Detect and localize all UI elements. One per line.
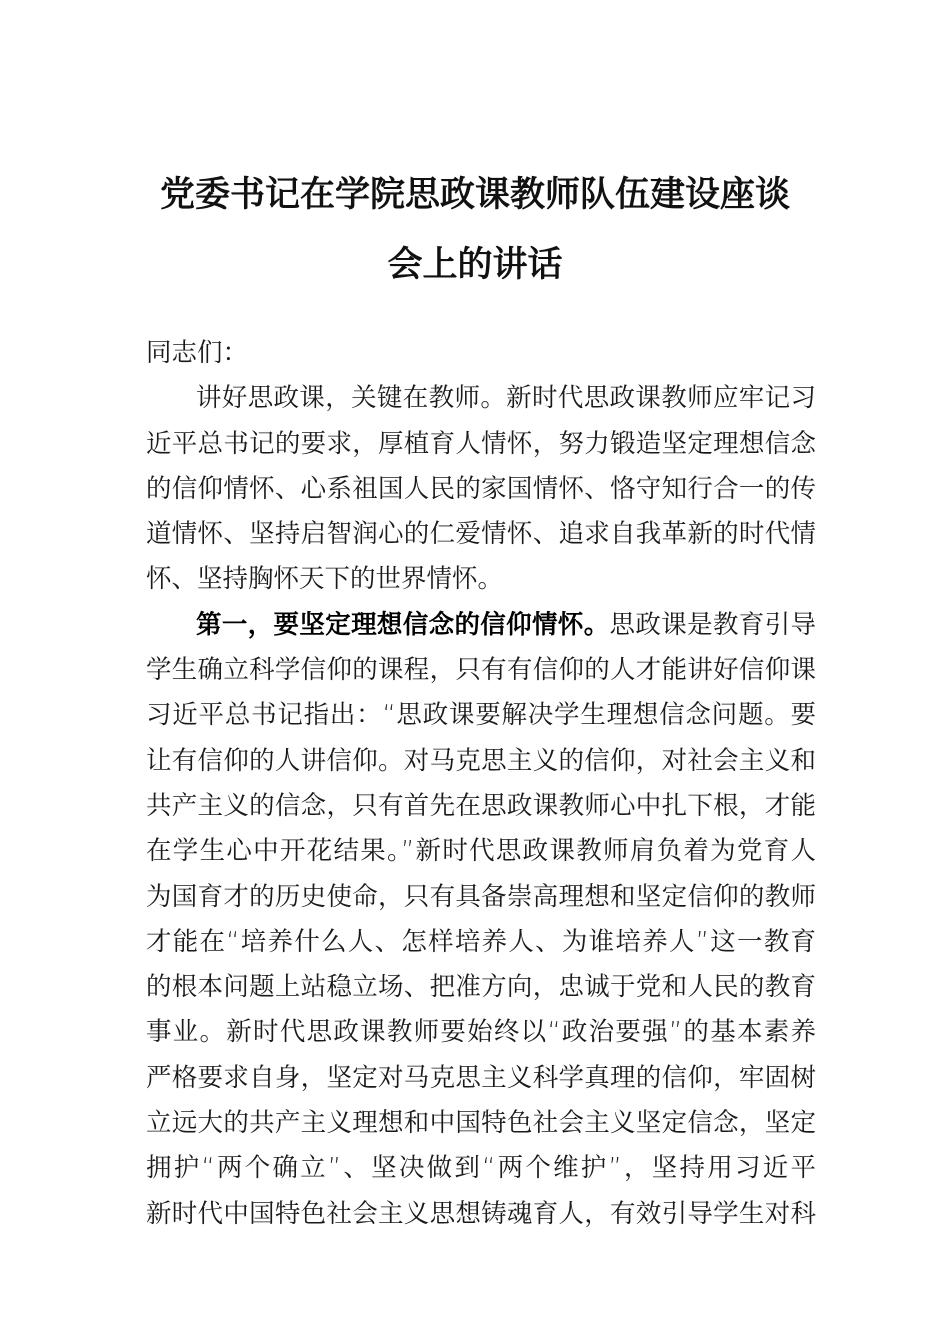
paragraph-line: 为国育才的历史使命，只有具备崇高理想和坚定信仰的教师 bbox=[146, 881, 816, 912]
paragraph-line: 让有信仰的人讲信仰。对马克思主义的信仰，对社会主义和 bbox=[146, 745, 816, 776]
paragraph-line: 立远大的共产主义理想和中国特色社会主义坚定信念，坚定 bbox=[146, 1108, 816, 1139]
paragraph-line: 事业。新时代思政课教师要始终以“政治要强”的基本素养 bbox=[146, 1017, 816, 1048]
paragraph-line: 道情怀、坚持启智润心的仁爱情怀、追求自我革新的时代情 bbox=[146, 519, 816, 550]
paragraph-line: 的信仰情怀、心系祖国人民的家国情怀、恪守知行合一的传 bbox=[146, 473, 816, 504]
title-line-2: 会上的讲话 bbox=[387, 244, 563, 285]
paragraph-line: 共产主义的信念，只有首先在思政课教师心中扎下根，才能 bbox=[146, 790, 816, 821]
paragraph-line: 在学生心中开花结果。”新时代思政课教师肩负着为党育人 bbox=[146, 836, 816, 867]
paragraph-line: 学生确立科学信仰的课程，只有有信仰的人才能讲好信仰课 bbox=[146, 655, 816, 686]
section-heading: 第一，要坚定理想信念的信仰情怀。 bbox=[196, 609, 610, 640]
document-title bbox=[140, 160, 810, 300]
paragraph-line: 才能在“培养什么人、怎样培养人、为谁培养人”这一教育 bbox=[146, 926, 816, 957]
paragraph-line: 近平总书记的要求，厚植育人情怀，努力锻造坚定理想信念 bbox=[146, 428, 816, 459]
title-line-1: 党委书记在学院思政课教师队伍建设座谈 bbox=[159, 174, 790, 215]
paragraph-line bbox=[146, 603, 816, 648]
paragraph-line: 新时代中国特色社会主义思想铸魂育人，有效引导学生对科 bbox=[146, 1198, 816, 1229]
salutation: 同志们： bbox=[146, 338, 249, 368]
paragraph-line: 严格要求自身，坚定对马克思主义科学真理的信仰，牢固树 bbox=[146, 1062, 816, 1093]
paragraph-line: 的根本问题上站稳立场、把准方向，忠诚于党和人民的教育 bbox=[146, 972, 816, 1003]
paragraph-intro bbox=[146, 376, 816, 602]
paragraph-line: 习近平总书记指出：“思政课要解决学生理想信念问题。要 bbox=[146, 700, 816, 731]
paragraph-line: 怀、坚持胸怀天下的世界情怀。 bbox=[146, 564, 504, 595]
paragraph-line: 讲好思政课，关键在教师。新时代思政课教师应牢记习 bbox=[196, 383, 816, 414]
document-body bbox=[146, 331, 816, 1237]
paragraph-first-point bbox=[146, 603, 816, 1237]
heading-line-rest: 思政课是教育引导 bbox=[609, 609, 816, 640]
paragraph-line: 拥护“两个确立”、坚决做到“两个维护”，坚持用习近平 bbox=[146, 1153, 816, 1184]
